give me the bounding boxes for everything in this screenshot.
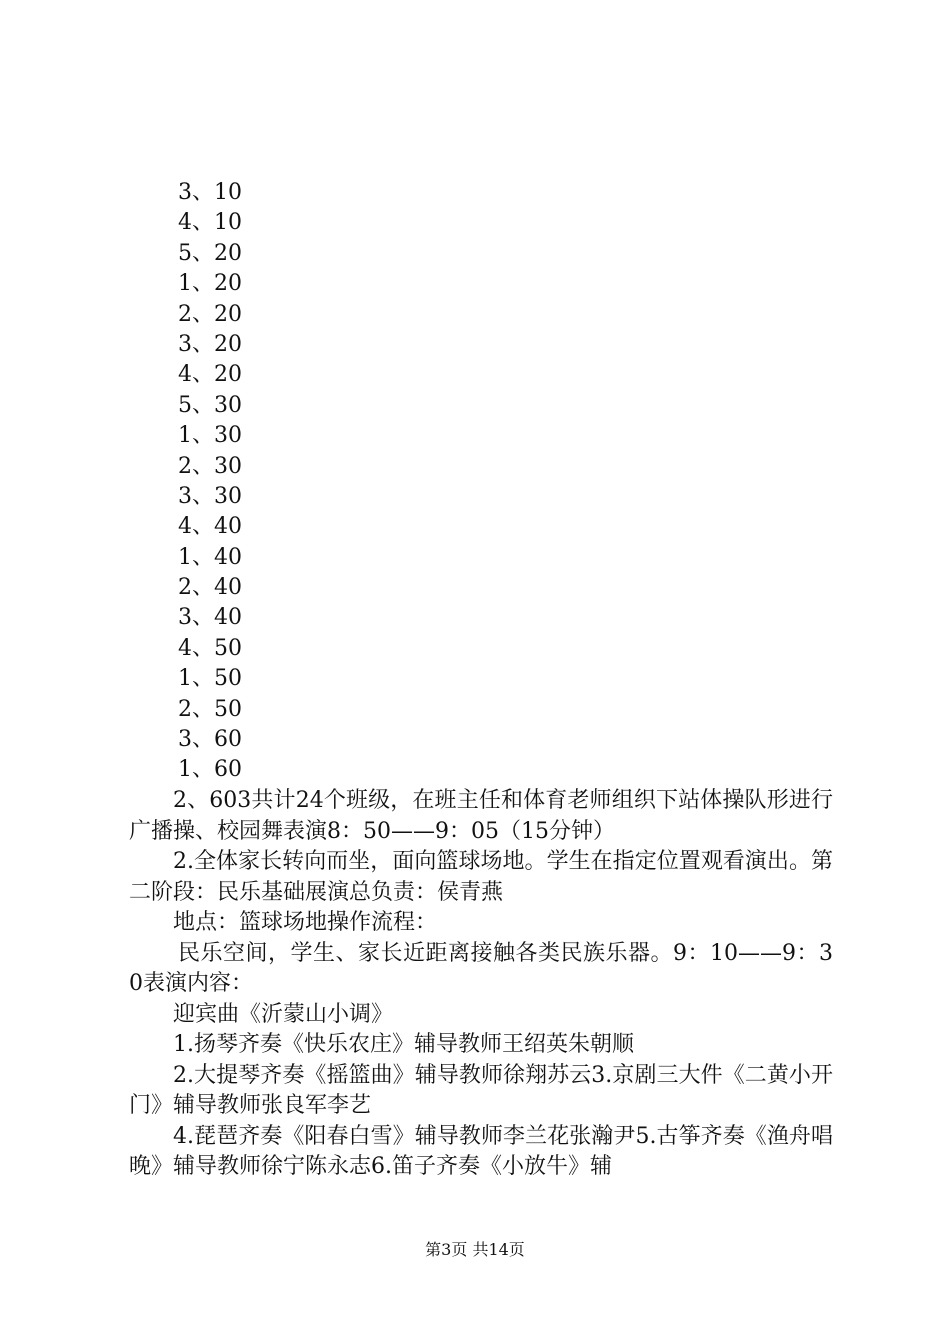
list-item: 1、30 (178, 423, 242, 449)
list-item: 4、20 (178, 362, 242, 388)
list-item: 3、30 (178, 483, 242, 509)
list-item: 3、40 (178, 605, 242, 631)
list-item: 3、20 (178, 331, 242, 357)
body-text (129, 786, 833, 1183)
paragraph-class-drill: 2、603共计24个班级，在班主任和体育老师组织下站体操队形进行广播操、校园舞表演8：50——9：05（15分钟） (129, 788, 833, 844)
list-item: 2、30 (178, 453, 242, 479)
list-item: 1、40 (178, 544, 242, 570)
paragraph-program-2-3: 2.大提琴齐奏《摇篮曲》辅导教师徐翔苏云3.京剧三大件《二黄小开门》辅导教师张良军李艺 (129, 1062, 833, 1118)
list-item: 3、10 (178, 180, 242, 205)
list-item: 4、50 (178, 635, 242, 661)
list-item: 5、20 (178, 240, 242, 266)
list-item: 2、20 (178, 301, 242, 327)
paragraph-program-4-6: 4.琵琶齐奏《阳春白雪》辅导教师李兰花张瀚尹5.古筝齐奏《渔舟唱晚》辅导教师徐宁陈永志6.笛子齐奏《小放牛》辅 (129, 1123, 833, 1179)
list-item: 3、60 (178, 727, 242, 753)
paragraph-parents-seating: 2.全体家长转向而坐，面向篮球场地。学生在指定位置观看演出。第二阶段：民乐基础展演总负责：侯青燕 (129, 849, 833, 905)
list-item: 2、50 (178, 696, 242, 722)
paragraph-welcome-song: 迎宾曲《沂蒙山小调》 (173, 1001, 394, 1027)
list-item: 5、30 (178, 392, 242, 418)
numbered-list (178, 178, 242, 786)
list-item: 4、40 (178, 514, 242, 540)
page-footer (0, 1240, 950, 1260)
list-item: 1、20 (178, 271, 242, 297)
page-number: 第3页 共14页 (425, 1240, 525, 1259)
paragraph-program-1: 1.扬琴齐奏《快乐农庄》辅导教师王绍英朱朝顺 (173, 1032, 634, 1057)
list-item: 1、50 (178, 666, 242, 692)
list-item: 1、60 (178, 757, 242, 783)
paragraph-location: 地点：篮球场地操作流程： (173, 910, 438, 935)
list-item: 2、40 (178, 575, 242, 601)
paragraph-folk-music-space: 民乐空间，学生、家长近距离接触各类民族乐器。9：10——9：30表演内容： (129, 940, 833, 996)
list-item: 4、10 (178, 210, 242, 236)
